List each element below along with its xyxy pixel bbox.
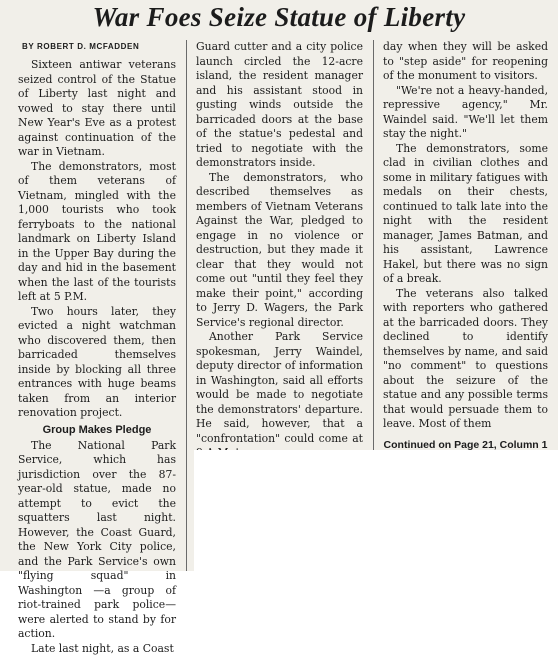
column-1: [18, 40, 176, 656]
paragraph: "We're not a heavy-handed, repressive agency," Mr. Waindel said. "We'll let them stay the night.": [383, 84, 548, 142]
paragraph: The demonstrators, some clad in civilian clothes and some in military fatigues with medals on their chests, continued to talk late into the night with the resident manager, James Batman, and his assistant, Lawrence Hakel, but there was no sign of a break.: [383, 142, 548, 287]
paragraph: The veterans also talked with reporters who gathered at the barricaded doors. They declined to identify themselves by name, and said "no comment" to questions about the seizure of the statue and any possible terms that would persuade them to leave. Most of them: [383, 287, 548, 432]
paragraph: The demonstrators, who described themselves as members of Vietnam Veterans Against the War, pledged to engage in no violence or destruction, but they made it clear that they would not come out "until they feel they make their point," according to Jerry D. Wagers, the Park Service's regional director.: [196, 171, 363, 331]
paragraph: Late last night, as a Coast: [18, 642, 176, 656]
headline: War Foes Seize Statue of Liberty: [0, 0, 558, 34]
paragraph: Two hours later, they evicted a night watchman who discovered them, then barricaded themselves inside by blocking all three entrances with huge beams taken from an interior renovation project.: [18, 305, 176, 421]
column-3: [383, 40, 548, 452]
column-rule: [373, 40, 374, 452]
blank-area: [194, 450, 558, 571]
paragraph: day when they will be asked to "step aside" for reopening of the monument to visitors.: [383, 40, 548, 84]
subheading: Group Makes Pledge: [18, 423, 176, 438]
paragraph: Sixteen antiwar veterans seized control of the Statue of Liberty last night and vowed to stay there until New Year's Eve as a protest against continuation of the war in Vietnam.: [18, 58, 176, 160]
continued-jump-line: Continued on Page 21, Column 1: [383, 438, 548, 452]
paragraph: Guard cutter and a city police launch circled the 12-acre island, the resident manager and his assistant stood in gusting winds outside the barricaded doors at the base of the statue's pedestal and tried to negotiate with the demonstrators inside.: [196, 40, 363, 171]
paragraph: Another Park Service spokesman, Jerry Waindel, deputy director of information in Washington, said all efforts would be made to negotiate the demonstrators' departure. He said, however, that a "confrontation" could come at: [196, 330, 363, 461]
column-rule: [186, 40, 187, 571]
paragraph: The National Park Service, which has jurisdiction over the 87-year-old statue, made no attempt to evict the squatters last night. However, the Coast Guard, the New York City police, and the Park Service's own "flying squad" in Washington —a group of riot-trained park police—were alerted to stand by for action.: [18, 439, 176, 642]
byline: BY ROBERT D. MCFADDEN: [22, 40, 176, 54]
column-2: [196, 40, 363, 461]
paragraph: The demonstrators, most of them veterans of Vietnam, mingled with the 1,000 tourists who took ferryboats to the national landmark on Liberty Island in the Upper Bay during the day and hid in the basement when the last of the tourists left at 5 P.M.: [18, 160, 176, 305]
